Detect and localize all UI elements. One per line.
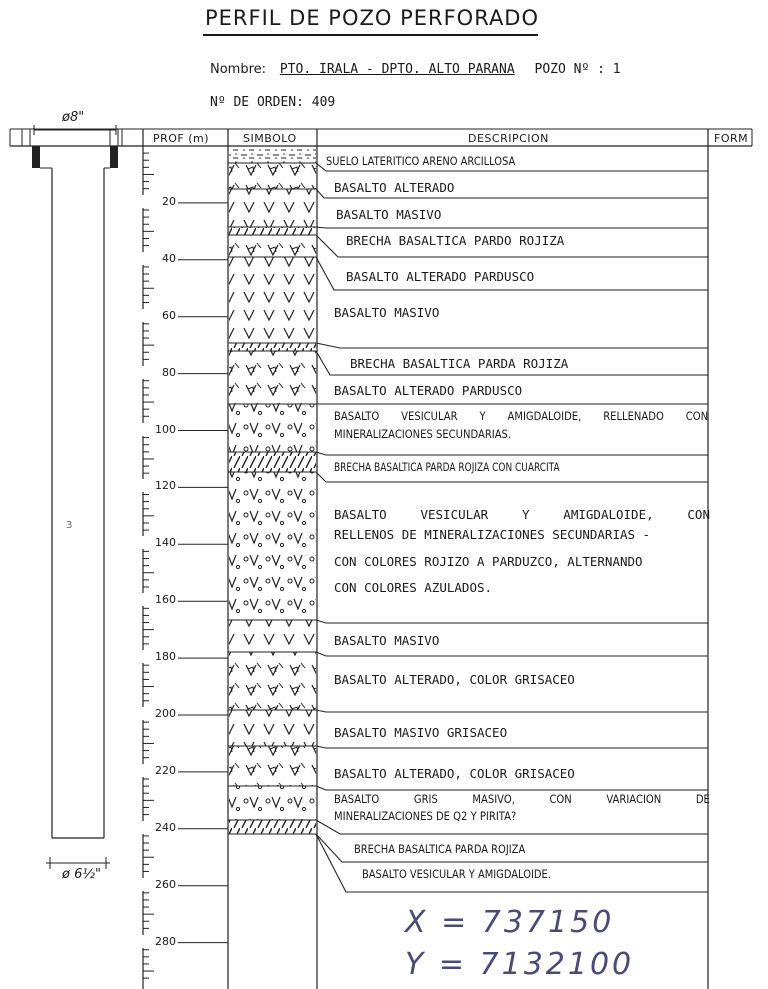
casing-mark: 3 [66,520,73,531]
coordinate-y: Y = 7132100 [405,947,635,982]
stratum-description: RELLENOS DE MINERALIZACIONES SECUNDARIAS - [334,527,651,542]
depth-label: 100 [134,423,178,436]
depth-label: 280 [134,935,178,948]
depth-label: 260 [134,878,178,891]
depth-label: 80 [134,366,178,379]
stratum-description: BASALTO MASIVO [334,305,440,320]
depth-label: 180 [134,650,178,663]
depth-label: 160 [134,593,178,606]
symbol-vesicular-basalt [229,472,316,620]
column-header-descripcion: DESCRIPCION [468,132,549,145]
stratum-description: SUELO LATERITICO ARENO ARCILLOSA [326,154,516,168]
depth-label: 60 [134,309,178,322]
depth-label: 240 [134,821,178,834]
symbol-basalt-altered [229,746,316,786]
stratum-description: BASALTO VESICULAR Y AMIGDALOIDE, CON [334,507,710,522]
top-diameter-label: ø8" [62,110,85,125]
orden-number: Nº DE ORDEN: 409 [210,95,336,110]
stratum-description: BASALTO MASIVO [334,633,440,648]
depth-label: 200 [134,707,178,720]
stratum-description: BASALTO ALTERADO, COLOR GRISACEO [334,672,575,687]
symbol-vesicular-basalt [229,786,316,820]
symbol-basalt-altered [229,351,316,404]
symbol-breccia [229,820,316,834]
column-header-simbolo: SIMBOLO [243,132,297,145]
stratum-description: BASALTO ALTERADO [334,180,455,195]
stratum-description: BASALTO VESICULAR Y AMIGDALOIDE, RELLENADO CON [334,409,709,423]
symbol-basalt-altered [229,652,316,710]
symbol-basalt-massive [229,257,316,343]
stratum-description: BASALTO ALTERADO PARDUSCO [346,269,535,284]
stratum-description: BRECHA BASALTICA PARDO ROJIZA [346,233,565,248]
symbol-breccia [229,227,316,235]
stratum-description: MINERALIZACIONES DE Q2 Y PIRITA? [334,809,517,823]
depth-scale [143,146,228,978]
symbol-basalt-massive [229,620,316,652]
bottom-diameter-label: ø 6½" [62,867,101,882]
coordinate-x: X = 737150 [405,905,615,940]
stratum-description: BASALTO ALTERADO, COLOR GRISACEO [334,766,575,781]
stratum-description: MINERALIZACIONES SECUNDARIAS. [334,427,512,441]
symbol-basalt-altered [229,235,316,257]
depth-label: 120 [134,479,178,492]
stratum-description: BASALTO VESICULAR Y AMIGDALOIDE. [362,867,551,881]
symbol-breccia [229,343,316,351]
stratum-description: CON COLORES ROJIZO A PARDUZCO, ALTERNANDO [334,554,643,569]
stratum-description: BASALTO ALTERADO PARDUSCO [334,383,523,398]
symbol-basalt-altered [229,163,316,189]
depth-label: 220 [134,764,178,777]
stratum-description: BASALTO MASIVO GRISACEO [334,725,508,740]
symbol-basalt-massive [229,189,316,227]
symbol-basalt-massive [229,710,316,746]
nombre-value: PTO. IRALA - DPTO. ALTO PARANA [279,62,515,77]
depth-label: 40 [134,252,178,265]
pozo-number: POZO Nº : 1 [534,62,621,77]
stratum-description: BASALTO GRIS MASIVO, CON VARIACION DE [334,792,710,806]
page-title: PERFIL DE POZO PERFORADO [205,6,540,30]
stratum-description: BRECHA BASALTICA PARDA ROJIZA [350,356,569,371]
depth-label: 140 [134,536,178,549]
column-header-form: FORM [714,132,749,145]
column-header-prof: PROF (m) [153,132,210,145]
symbol-vesicular-basalt [229,404,316,452]
stratum-description: CON COLORES AZULADOS. [334,580,493,595]
stratum-description: BRECHA BASALTICA PARDA ROJIZA CON CUARCITA [334,460,560,474]
stratum-description: BRECHA BASALTICA PARDA ROJIZA [354,842,526,856]
nombre-label: Nombre: [210,62,267,77]
stratum-description: BASALTO MASIVO [336,207,442,222]
depth-label: 20 [134,195,178,208]
symbol-soil [229,149,316,163]
symbol-breccia-quartzite [229,452,316,472]
